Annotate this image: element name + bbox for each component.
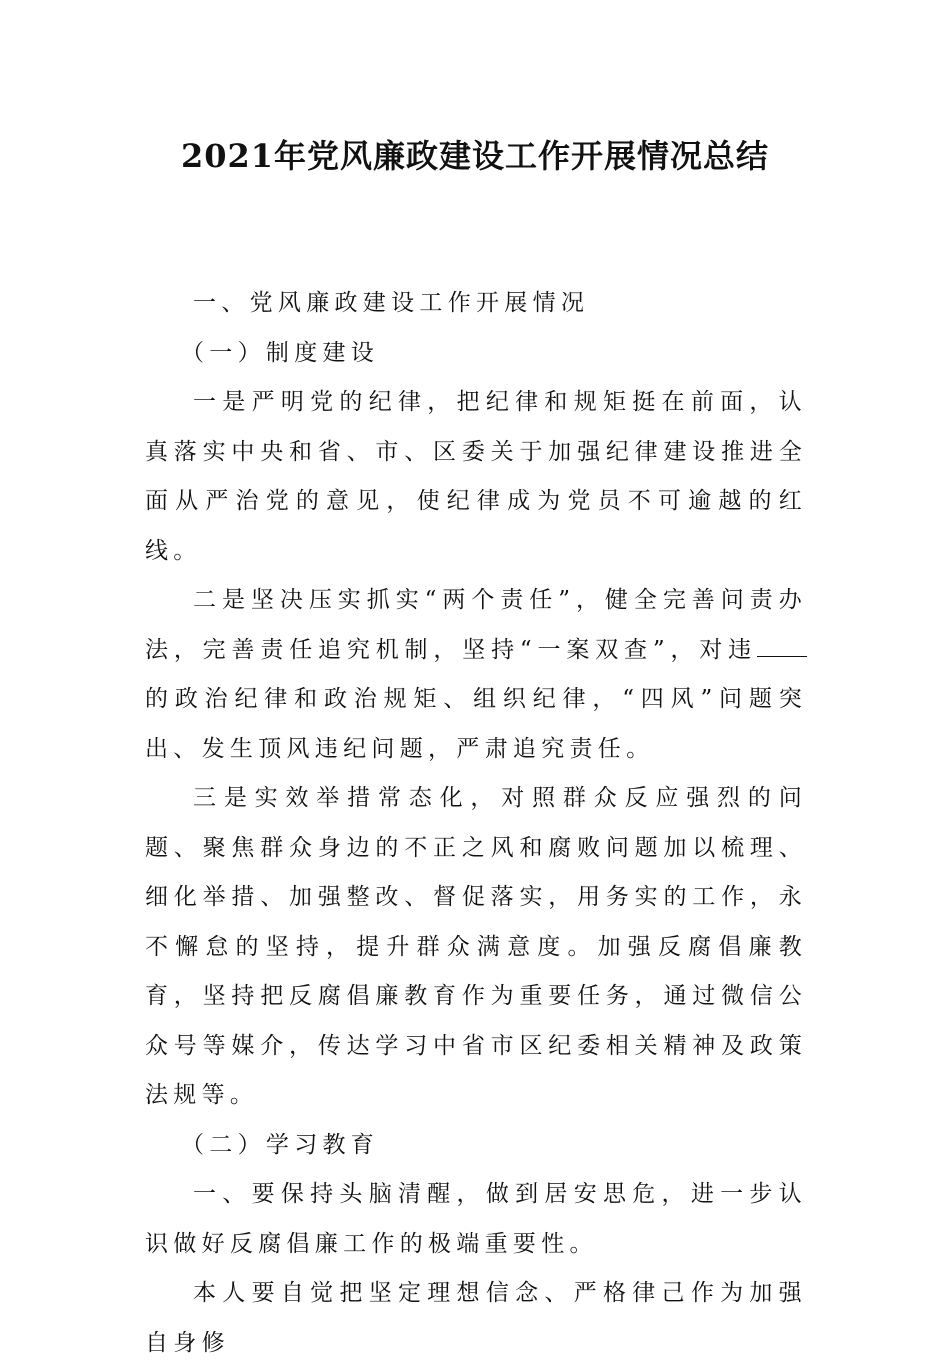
paragraph-5: 本人要自觉把坚定理想信念、严格律己作为加强自身修 [145, 1280, 807, 1356]
fill-in-blank [757, 638, 807, 657]
document-body [145, 279, 807, 1368]
paragraph-2 [145, 576, 807, 774]
paragraph-1: 一是严明党的纪律，把纪律和规矩挺在前面，认真落实中央和省、市、区委关于加强纪律建设推进全面从严治党的意见，使纪律成为党员不可逾越的红线。 [145, 389, 807, 564]
subsection-heading-1: （一）制度建设 [181, 339, 380, 366]
document-title: 2021年党风廉政建设工作开展情况总结 [180, 137, 770, 175]
paragraph-2-part-2: 的政治纪律和政治规矩、组织纪律，“四风”问题突出、发生顶风违纪问题，严肃追究责任。 [145, 686, 807, 762]
paragraph-3: 三是实效举措常态化，对照群众反应强烈的问题、聚焦群众身边的不正之风和腐败问题加以梳理、细化举措、加强整改、督促落实，用务实的工作，永不懈怠的坚持，提升群众满意度。加强反腐倡廉教育，坚持把反腐倡廉教育作为重要任务，通过微信公众号等媒介，传达学习中省市区纪委相关精神及政策法规等。 [145, 785, 807, 1108]
paragraph-2-part-1: 二是坚决压实抓实“两个责任”，健全完善问责办法，完善责任追究机制，坚持“一案双查”，对违 [145, 587, 807, 663]
paragraph-4: 一、要保持头脑清醒，做到居安思危，进一步认识做好反腐倡廉工作的极端重要性。 [145, 1181, 807, 1257]
section-heading-1: 一、党风廉政建设工作开展情况 [193, 290, 590, 316]
subsection-heading-2: （二）学习教育 [181, 1131, 380, 1158]
